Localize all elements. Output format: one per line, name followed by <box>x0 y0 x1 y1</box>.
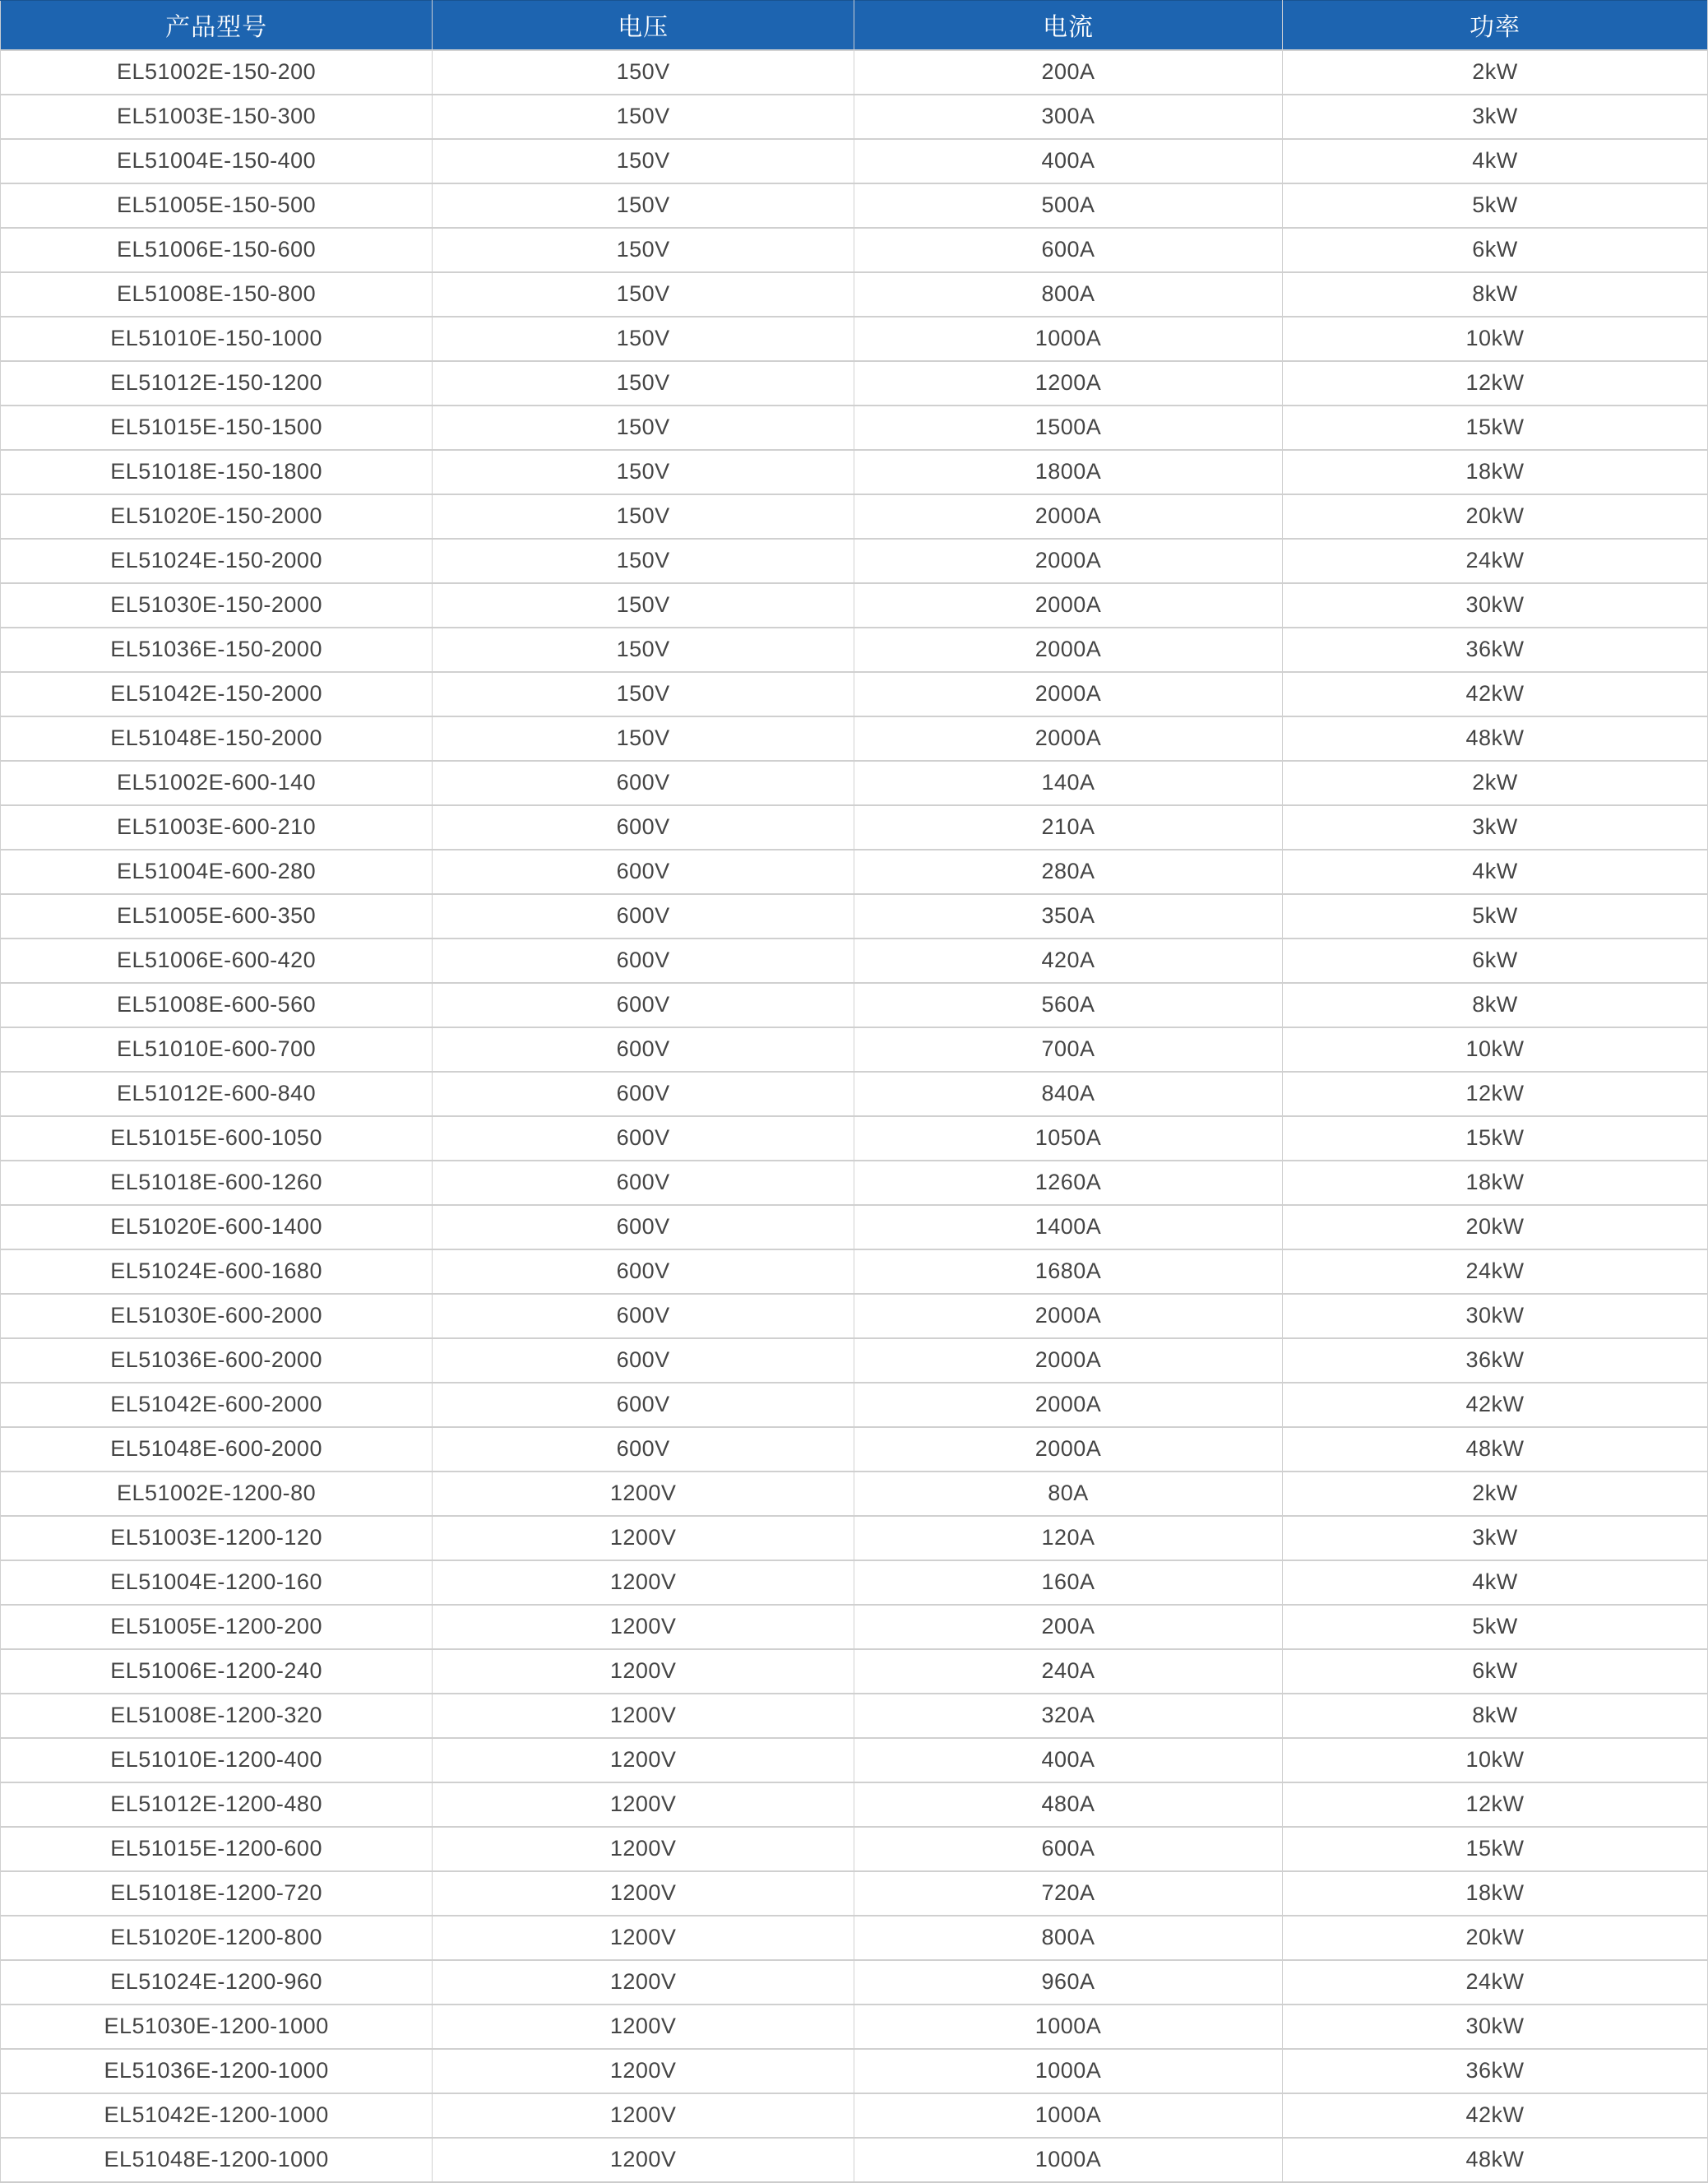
cell-power: 42kW <box>1283 672 1708 716</box>
cell-model: EL51008E-150-800 <box>1 272 433 317</box>
cell-power: 42kW <box>1283 1383 1708 1427</box>
cell-power: 18kW <box>1283 450 1708 494</box>
cell-current: 2000A <box>854 716 1282 761</box>
cell-power: 20kW <box>1283 1916 1708 1960</box>
table-row <box>1 672 1708 716</box>
column-header-power: 功率 <box>1283 1 1708 50</box>
table-header <box>1 1 1708 50</box>
cell-model: EL51002E-150-200 <box>1 50 433 95</box>
cell-model: EL51042E-600-2000 <box>1 1383 433 1427</box>
cell-power: 2kW <box>1283 50 1708 95</box>
cell-voltage: 600V <box>433 1161 854 1205</box>
table-row <box>1 1782 1708 1827</box>
cell-power: 10kW <box>1283 317 1708 361</box>
table-row <box>1 1560 1708 1605</box>
table-row <box>1 1116 1708 1161</box>
cell-current: 300A <box>854 95 1282 139</box>
cell-model: EL51036E-150-2000 <box>1 628 433 672</box>
cell-model: EL51006E-150-600 <box>1 228 433 272</box>
cell-model: EL51010E-600-700 <box>1 1027 433 1072</box>
cell-power: 3kW <box>1283 95 1708 139</box>
cell-voltage: 150V <box>433 406 854 450</box>
cell-current: 1260A <box>854 1161 1282 1205</box>
cell-power: 24kW <box>1283 1960 1708 2005</box>
cell-voltage: 150V <box>433 583 854 628</box>
cell-voltage: 600V <box>433 1205 854 1249</box>
cell-model: EL51003E-150-300 <box>1 95 433 139</box>
cell-current: 840A <box>854 1072 1282 1116</box>
cell-voltage: 150V <box>433 317 854 361</box>
table-row <box>1 95 1708 139</box>
table-row <box>1 361 1708 406</box>
cell-power: 15kW <box>1283 1116 1708 1161</box>
cell-current: 2000A <box>854 583 1282 628</box>
cell-power: 30kW <box>1283 583 1708 628</box>
table-row <box>1 1027 1708 1072</box>
cell-power: 42kW <box>1283 2093 1708 2138</box>
cell-power: 48kW <box>1283 2138 1708 2182</box>
table-row <box>1 1605 1708 1649</box>
cell-power: 36kW <box>1283 2049 1708 2093</box>
cell-model: EL51048E-1200-1000 <box>1 2138 433 2182</box>
table-row <box>1 1249 1708 1294</box>
cell-voltage: 600V <box>433 1116 854 1161</box>
cell-power: 48kW <box>1283 1427 1708 1472</box>
cell-power: 20kW <box>1283 1205 1708 1249</box>
cell-model: EL51018E-600-1260 <box>1 1161 433 1205</box>
table-row <box>1 450 1708 494</box>
cell-current: 320A <box>854 1694 1282 1738</box>
cell-model: EL51030E-150-2000 <box>1 583 433 628</box>
cell-current: 1680A <box>854 1249 1282 1294</box>
cell-model: EL51002E-1200-80 <box>1 1472 433 1516</box>
table-row <box>1 139 1708 183</box>
table-row <box>1 628 1708 672</box>
cell-current: 600A <box>854 1827 1282 1871</box>
cell-current: 480A <box>854 1782 1282 1827</box>
cell-voltage: 150V <box>433 716 854 761</box>
cell-voltage: 1200V <box>433 2005 854 2049</box>
table-row <box>1 1338 1708 1383</box>
cell-model: EL51020E-1200-800 <box>1 1916 433 1960</box>
cell-current: 2000A <box>854 628 1282 672</box>
cell-voltage: 150V <box>433 628 854 672</box>
cell-power: 10kW <box>1283 1027 1708 1072</box>
table-row <box>1 1161 1708 1205</box>
cell-power: 3kW <box>1283 1516 1708 1560</box>
cell-model: EL51004E-1200-160 <box>1 1560 433 1605</box>
cell-model: EL51008E-1200-320 <box>1 1694 433 1738</box>
cell-current: 1000A <box>854 2138 1282 2182</box>
table-row <box>1 183 1708 228</box>
cell-power: 2kW <box>1283 761 1708 805</box>
table-row <box>1 50 1708 95</box>
cell-voltage: 600V <box>433 894 854 939</box>
table-row <box>1 1516 1708 1560</box>
table-row <box>1 1916 1708 1960</box>
cell-current: 420A <box>854 939 1282 983</box>
table-row <box>1 2005 1708 2049</box>
cell-voltage: 150V <box>433 450 854 494</box>
cell-power: 24kW <box>1283 539 1708 583</box>
cell-current: 700A <box>854 1027 1282 1072</box>
cell-model: EL51030E-600-2000 <box>1 1294 433 1338</box>
table-row <box>1 1383 1708 1427</box>
table-row <box>1 1649 1708 1694</box>
cell-voltage: 1200V <box>433 1738 854 1782</box>
cell-current: 1200A <box>854 361 1282 406</box>
cell-current: 2000A <box>854 1427 1282 1472</box>
cell-model: EL51004E-600-280 <box>1 850 433 894</box>
cell-model: EL51018E-1200-720 <box>1 1871 433 1916</box>
cell-power: 24kW <box>1283 1249 1708 1294</box>
cell-power: 36kW <box>1283 628 1708 672</box>
cell-voltage: 600V <box>433 1294 854 1338</box>
cell-current: 500A <box>854 183 1282 228</box>
table-row <box>1 1694 1708 1738</box>
cell-model: EL51048E-600-2000 <box>1 1427 433 1472</box>
cell-current: 2000A <box>854 494 1282 539</box>
cell-current: 2000A <box>854 672 1282 716</box>
cell-current: 1800A <box>854 450 1282 494</box>
cell-voltage: 1200V <box>433 1960 854 2005</box>
cell-current: 200A <box>854 1605 1282 1649</box>
table-row <box>1 939 1708 983</box>
cell-power: 18kW <box>1283 1871 1708 1916</box>
cell-current: 800A <box>854 272 1282 317</box>
cell-power: 8kW <box>1283 1694 1708 1738</box>
table-row <box>1 1072 1708 1116</box>
cell-current: 350A <box>854 894 1282 939</box>
cell-voltage: 1200V <box>433 1560 854 1605</box>
cell-current: 120A <box>854 1516 1282 1560</box>
cell-power: 4kW <box>1283 139 1708 183</box>
cell-power: 12kW <box>1283 1782 1708 1827</box>
cell-voltage: 1200V <box>433 2138 854 2182</box>
cell-voltage: 1200V <box>433 1871 854 1916</box>
cell-voltage: 1200V <box>433 2049 854 2093</box>
cell-power: 5kW <box>1283 894 1708 939</box>
table-row <box>1 228 1708 272</box>
cell-model: EL51002E-600-140 <box>1 761 433 805</box>
table-row <box>1 539 1708 583</box>
cell-power: 5kW <box>1283 1605 1708 1649</box>
cell-power: 30kW <box>1283 1294 1708 1338</box>
cell-model: EL51008E-600-560 <box>1 983 433 1027</box>
cell-voltage: 1200V <box>433 1472 854 1516</box>
cell-model: EL51006E-600-420 <box>1 939 433 983</box>
cell-current: 1050A <box>854 1116 1282 1161</box>
cell-model: EL51024E-600-1680 <box>1 1249 433 1294</box>
cell-voltage: 1200V <box>433 2093 854 2138</box>
cell-current: 240A <box>854 1649 1282 1694</box>
cell-current: 80A <box>854 1472 1282 1516</box>
table-row <box>1 805 1708 850</box>
cell-current: 2000A <box>854 1338 1282 1383</box>
column-header-voltage: 电压 <box>433 1 854 50</box>
column-header-model: 产品型号 <box>1 1 433 50</box>
cell-voltage: 1200V <box>433 1516 854 1560</box>
cell-current: 2000A <box>854 1294 1282 1338</box>
cell-current: 960A <box>854 1960 1282 2005</box>
cell-voltage: 150V <box>433 228 854 272</box>
cell-voltage: 150V <box>433 672 854 716</box>
header-row <box>1 1 1708 50</box>
cell-voltage: 600V <box>433 850 854 894</box>
cell-power: 6kW <box>1283 1649 1708 1694</box>
cell-model: EL51024E-150-2000 <box>1 539 433 583</box>
cell-power: 2kW <box>1283 1472 1708 1516</box>
cell-current: 200A <box>854 50 1282 95</box>
table-row <box>1 1871 1708 1916</box>
table-row <box>1 583 1708 628</box>
cell-power: 48kW <box>1283 716 1708 761</box>
cell-model: EL51036E-1200-1000 <box>1 2049 433 2093</box>
cell-model: EL51042E-1200-1000 <box>1 2093 433 2138</box>
cell-model: EL51012E-150-1200 <box>1 361 433 406</box>
cell-power: 20kW <box>1283 494 1708 539</box>
cell-voltage: 600V <box>433 983 854 1027</box>
cell-model: EL51015E-600-1050 <box>1 1116 433 1161</box>
table-row <box>1 1294 1708 1338</box>
cell-power: 12kW <box>1283 1072 1708 1116</box>
table-row <box>1 317 1708 361</box>
cell-power: 8kW <box>1283 983 1708 1027</box>
table-row <box>1 1960 1708 2005</box>
cell-voltage: 600V <box>433 805 854 850</box>
cell-power: 30kW <box>1283 2005 1708 2049</box>
cell-model: EL51003E-600-210 <box>1 805 433 850</box>
cell-voltage: 1200V <box>433 1782 854 1827</box>
cell-model: EL51020E-600-1400 <box>1 1205 433 1249</box>
cell-voltage: 1200V <box>433 1694 854 1738</box>
table-row <box>1 1427 1708 1472</box>
cell-current: 800A <box>854 1916 1282 1960</box>
table-row <box>1 494 1708 539</box>
cell-voltage: 150V <box>433 539 854 583</box>
cell-voltage: 600V <box>433 1427 854 1472</box>
cell-current: 400A <box>854 1738 1282 1782</box>
cell-current: 1400A <box>854 1205 1282 1249</box>
cell-model: EL51042E-150-2000 <box>1 672 433 716</box>
cell-model: EL51030E-1200-1000 <box>1 2005 433 2049</box>
cell-voltage: 150V <box>433 183 854 228</box>
table-row <box>1 2138 1708 2182</box>
cell-power: 4kW <box>1283 1560 1708 1605</box>
cell-current: 400A <box>854 139 1282 183</box>
cell-current: 1000A <box>854 2093 1282 2138</box>
cell-model: EL51036E-600-2000 <box>1 1338 433 1383</box>
cell-power: 18kW <box>1283 1161 1708 1205</box>
table-row <box>1 272 1708 317</box>
cell-voltage: 600V <box>433 1027 854 1072</box>
cell-model: EL51015E-150-1500 <box>1 406 433 450</box>
cell-voltage: 150V <box>433 361 854 406</box>
cell-voltage: 600V <box>433 761 854 805</box>
cell-voltage: 600V <box>433 1338 854 1383</box>
table-row <box>1 1738 1708 1782</box>
cell-current: 2000A <box>854 1383 1282 1427</box>
cell-model: EL51010E-150-1000 <box>1 317 433 361</box>
table-row <box>1 983 1708 1027</box>
table-row <box>1 1205 1708 1249</box>
table-row <box>1 1827 1708 1871</box>
cell-voltage: 600V <box>433 1383 854 1427</box>
cell-voltage: 1200V <box>433 1916 854 1960</box>
cell-current: 560A <box>854 983 1282 1027</box>
cell-power: 4kW <box>1283 850 1708 894</box>
cell-model: EL51012E-600-840 <box>1 1072 433 1116</box>
cell-current: 210A <box>854 805 1282 850</box>
cell-power: 3kW <box>1283 805 1708 850</box>
cell-voltage: 1200V <box>433 1827 854 1871</box>
cell-current: 720A <box>854 1871 1282 1916</box>
table-row <box>1 2093 1708 2138</box>
cell-model: EL51006E-1200-240 <box>1 1649 433 1694</box>
cell-current: 1000A <box>854 2049 1282 2093</box>
cell-model: EL51012E-1200-480 <box>1 1782 433 1827</box>
cell-current: 600A <box>854 228 1282 272</box>
cell-current: 1000A <box>854 2005 1282 2049</box>
cell-voltage: 1200V <box>433 1649 854 1694</box>
cell-power: 36kW <box>1283 1338 1708 1383</box>
table-row <box>1 2049 1708 2093</box>
cell-model: EL51018E-150-1800 <box>1 450 433 494</box>
cell-voltage: 1200V <box>433 1605 854 1649</box>
cell-voltage: 150V <box>433 494 854 539</box>
cell-model: EL51005E-1200-200 <box>1 1605 433 1649</box>
table-row <box>1 761 1708 805</box>
cell-current: 2000A <box>854 539 1282 583</box>
cell-current: 1500A <box>854 406 1282 450</box>
cell-model: EL51015E-1200-600 <box>1 1827 433 1871</box>
cell-power: 12kW <box>1283 361 1708 406</box>
cell-current: 280A <box>854 850 1282 894</box>
table-row <box>1 850 1708 894</box>
cell-power: 15kW <box>1283 1827 1708 1871</box>
cell-model: EL51005E-150-500 <box>1 183 433 228</box>
table-row <box>1 406 1708 450</box>
cell-power: 6kW <box>1283 939 1708 983</box>
cell-model: EL51004E-150-400 <box>1 139 433 183</box>
cell-power: 10kW <box>1283 1738 1708 1782</box>
cell-current: 140A <box>854 761 1282 805</box>
cell-power: 15kW <box>1283 406 1708 450</box>
cell-voltage: 150V <box>433 139 854 183</box>
cell-voltage: 600V <box>433 1072 854 1116</box>
cell-current: 160A <box>854 1560 1282 1605</box>
cell-model: EL51048E-150-2000 <box>1 716 433 761</box>
table-row <box>1 716 1708 761</box>
table-row <box>1 894 1708 939</box>
cell-power: 8kW <box>1283 272 1708 317</box>
column-header-current: 电流 <box>854 1 1282 50</box>
cell-voltage: 600V <box>433 1249 854 1294</box>
cell-power: 6kW <box>1283 228 1708 272</box>
cell-voltage: 150V <box>433 50 854 95</box>
cell-model: EL51005E-600-350 <box>1 894 433 939</box>
cell-power: 5kW <box>1283 183 1708 228</box>
table-row <box>1 1472 1708 1516</box>
cell-model: EL51003E-1200-120 <box>1 1516 433 1560</box>
cell-model: EL51020E-150-2000 <box>1 494 433 539</box>
cell-voltage: 600V <box>433 939 854 983</box>
cell-voltage: 150V <box>433 95 854 139</box>
table-body <box>1 50 1708 2182</box>
cell-current: 1000A <box>854 317 1282 361</box>
cell-model: EL51010E-1200-400 <box>1 1738 433 1782</box>
cell-voltage: 150V <box>433 272 854 317</box>
cell-model: EL51024E-1200-960 <box>1 1960 433 2005</box>
